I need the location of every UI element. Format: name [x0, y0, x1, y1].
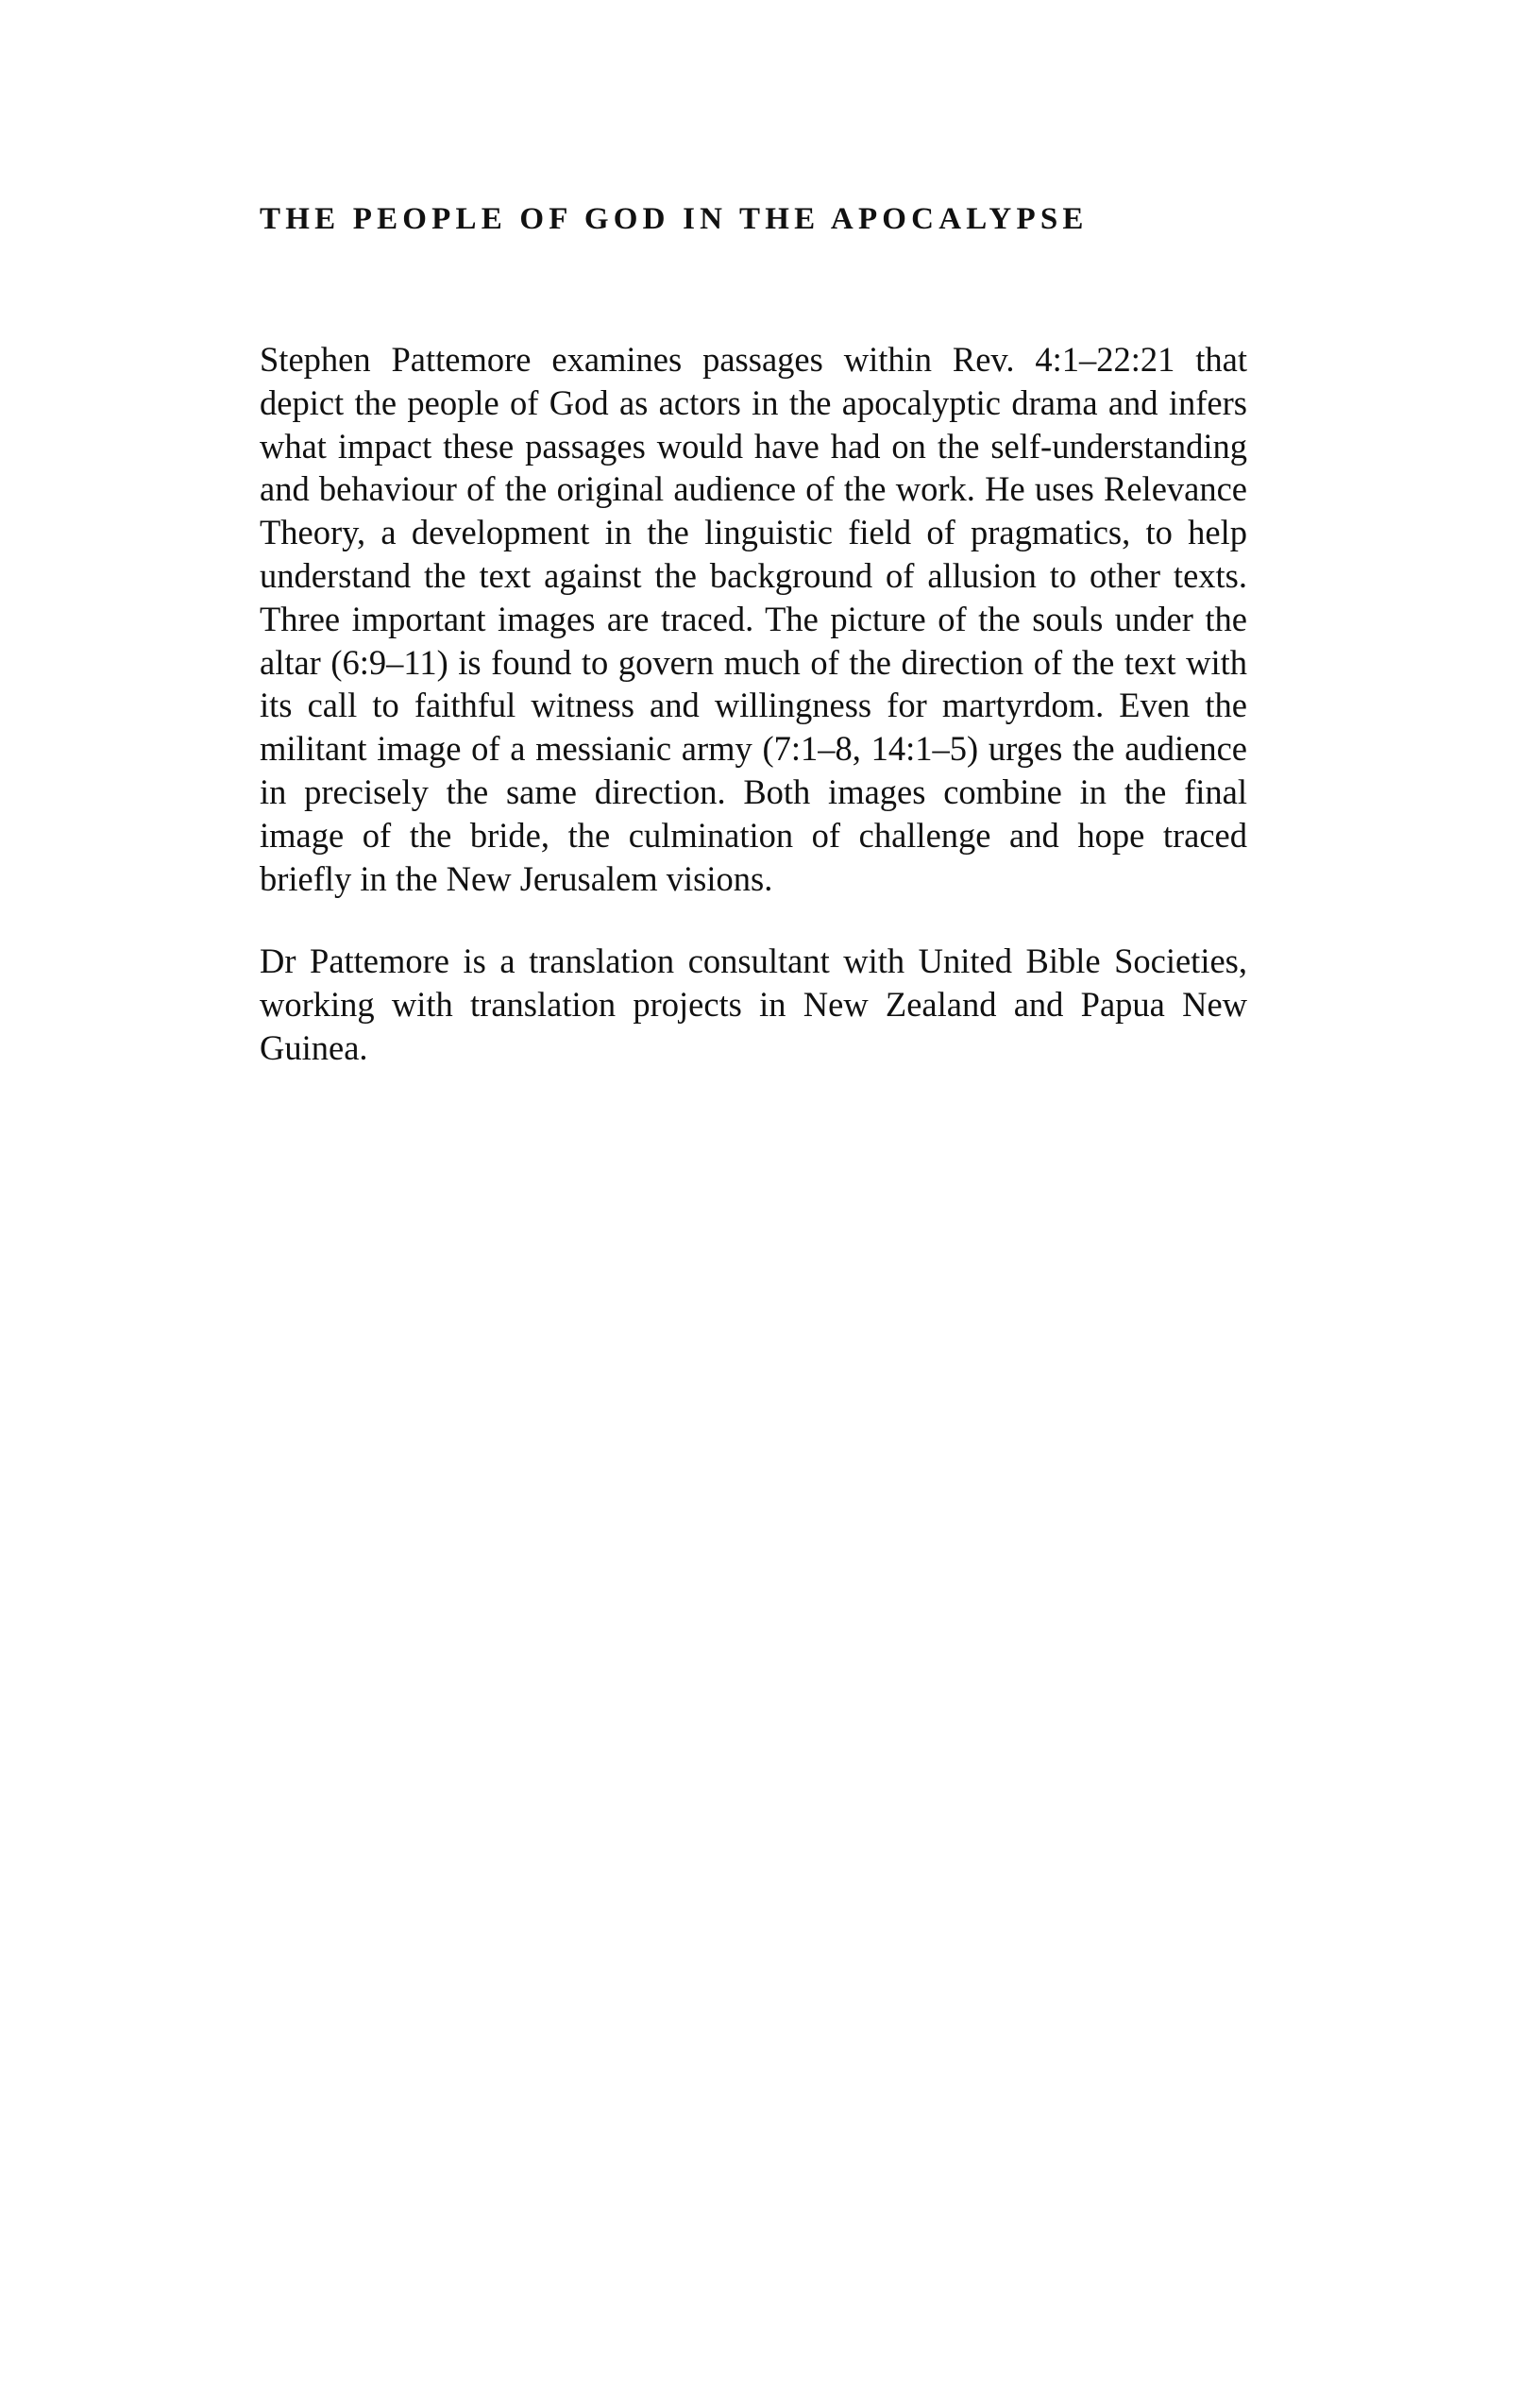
author-bio: Dr Pattemore is a translation consultant with United Bible Societies, working with translation projects in New Zealand and Papua New Guinea.: [260, 941, 1247, 1067]
page-title: THE PEOPLE OF GOD IN THE APOCALYPSE: [260, 202, 1089, 236]
book-abstract: Stephen Pattemore examines passages within Rev. 4:1–22:21 that depict the people of God as actors in the apocalyptic drama and infers what impact these passages would have had on the self-understanding and behaviour of the original audience of the work. He uses Relevance Theory, a development in the linguistic field of pragmatics, to help understand the text against the background of allusion to other texts. Three important images are traced. The picture of the souls under the altar (6:9–11) is found to govern much of the direction of the text with its call to faithful witness and willingness for martyrdom. Even the militant image of a messianic army (7:1–8, 14:1–5) urges the audience in precisely the same direction. Both images combine in the final image of the bride, the culmination of challenge and hope traced briefly in the New Jerusalem visions.: [260, 340, 1247, 898]
